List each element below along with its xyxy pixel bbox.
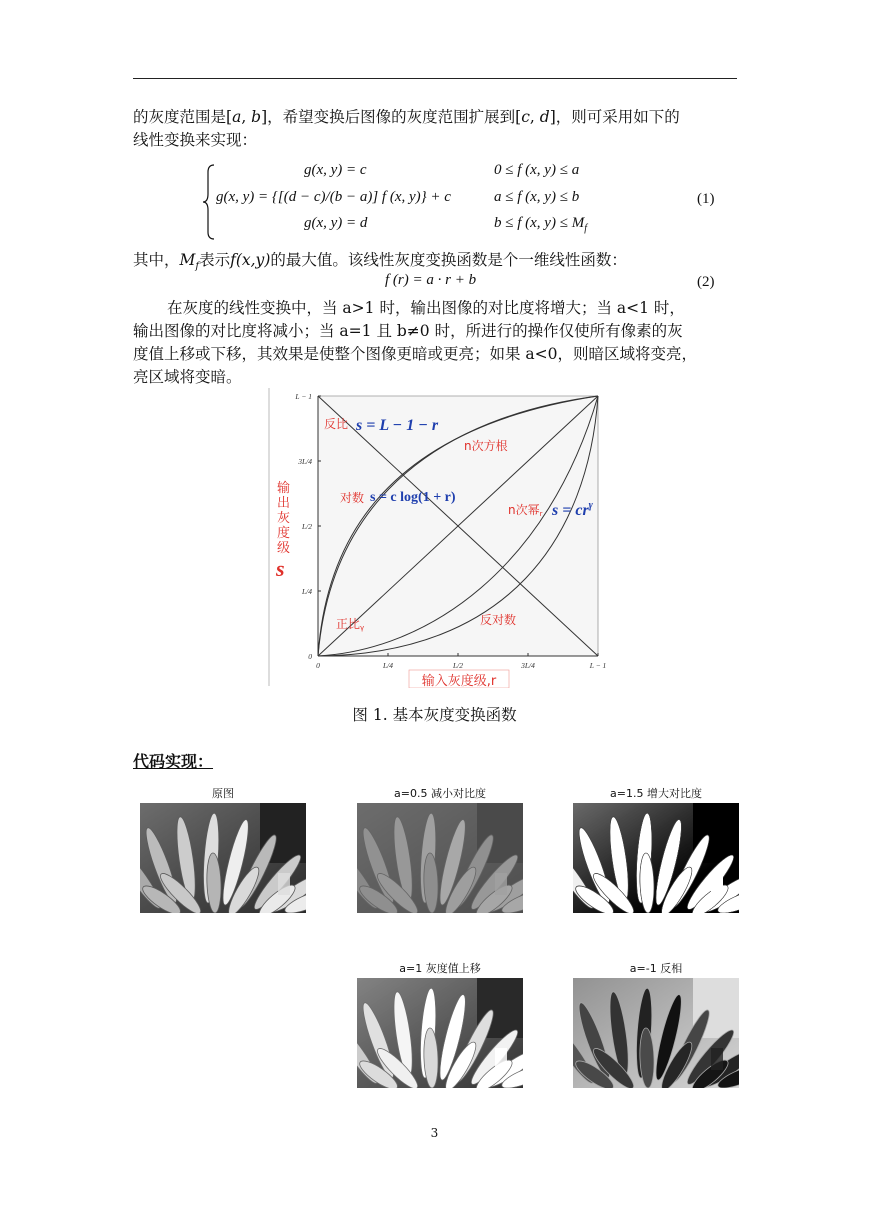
y-tick-label: L/2 <box>301 522 312 531</box>
eq1-row1-left: g(x, y) = c <box>304 162 367 178</box>
image-label-high-contrast: a=1.5 增大对比度 <box>610 787 702 800</box>
label-nth-root: n次方根 <box>464 439 508 453</box>
label-negative: 反比 <box>324 417 349 431</box>
y-tick-label: L − 1 <box>295 392 312 401</box>
header-rule <box>133 78 737 79</box>
y-axis-label <box>277 480 290 556</box>
svg-text:出: 出 <box>277 496 291 511</box>
x-tick-label: 0 <box>316 661 320 670</box>
svg-text:级: 级 <box>277 541 291 556</box>
x-tick-label: L/2 <box>452 661 464 670</box>
y-tick-label: 3L/4 <box>298 457 312 466</box>
label-negative-formula: s = L − 1 − r <box>356 417 439 434</box>
image-label-brightened: a=1 灰度值上移 <box>399 962 481 975</box>
label-power-formula: $s = cr^\gamma$ <box>552 500 593 519</box>
paragraph-linear-transform: 在灰度的线性变换中，当 a>1 时，输出图像的对比度将增大；当 a<1 时， 输出图像的对比度将减小；当 a=1 且 b≠0 时，所进行的操作仅使所有像素的灰 度值上移或下移，其效果是使整个图像更暗或更亮；如果 a<0，则暗区域将变亮， 亮区域将变暗。 <box>133 299 698 386</box>
eq1-row3-right: b ≤ f (x, $y) \le M_f$ <box>494 215 587 234</box>
page-number: 3 <box>430 1126 439 1140</box>
eq1-row2-left: g(x, y) = {[(d − c)/(b − a)] f (x, y)} + c <box>216 189 451 205</box>
y-tick-label: 0 <box>308 652 312 661</box>
figure-caption: 图 1. 基本灰度变换函数 <box>352 706 517 724</box>
transform-figure <box>268 388 608 688</box>
image-inverted <box>573 978 739 1088</box>
code-section-heading: 代码实现： <box>133 752 214 771</box>
eq2-number: (2) <box>697 274 715 290</box>
label-nth-power: n次幂r <box>508 503 543 518</box>
x-axis-label: 输入灰度级,r <box>421 674 497 688</box>
eq1-number: (1) <box>697 191 715 207</box>
label-identity: 正比γ <box>336 617 365 632</box>
equation-brace <box>202 164 216 240</box>
image-label-low-contrast: a=0.5 减小对比度 <box>394 787 486 800</box>
label-inverse-log: 反对数 <box>480 613 517 627</box>
label-log: 对数 <box>340 491 365 505</box>
svg-text:度: 度 <box>277 526 291 541</box>
image-label-inverted: a=-1 反相 <box>629 962 683 975</box>
eq1-row3-left: g(x, y) = d <box>304 215 368 231</box>
x-tick-label: 3L/4 <box>521 661 535 670</box>
paragraph-intro: 的灰度范围是[a, b]，希望变换后图像的灰度范围扩展到[c, d]，则可采用如下的 线性变换来实现： <box>133 108 680 149</box>
y-tick-label: L/4 <box>301 587 312 596</box>
label-log-formula: s = c log(1 + r) <box>370 490 456 505</box>
image-brightened <box>357 978 523 1088</box>
image-label-original: 原图 <box>212 787 234 800</box>
x-tick-label: L − 1 <box>589 661 607 670</box>
image-original <box>140 803 306 913</box>
image-low-contrast <box>357 803 523 913</box>
eq1-row2-right: a ≤ f (x, y) ≤ b <box>494 189 580 205</box>
eq1-row1-right: 0 ≤ f (x, y) ≤ a <box>494 162 580 178</box>
y-axis-symbol: s <box>276 556 285 581</box>
svg-text:灰: 灰 <box>277 511 291 526</box>
paragraph-mf: 其中，$M_f$表示f(x,y)的最大值。该线性灰度变换函数是个一维线性函数： <box>133 251 627 273</box>
svg-text:输: 输 <box>277 481 291 496</box>
image-high-contrast <box>573 803 739 913</box>
eq2: f (r) = a · r + b <box>385 272 477 288</box>
x-tick-label: L/4 <box>382 661 394 670</box>
